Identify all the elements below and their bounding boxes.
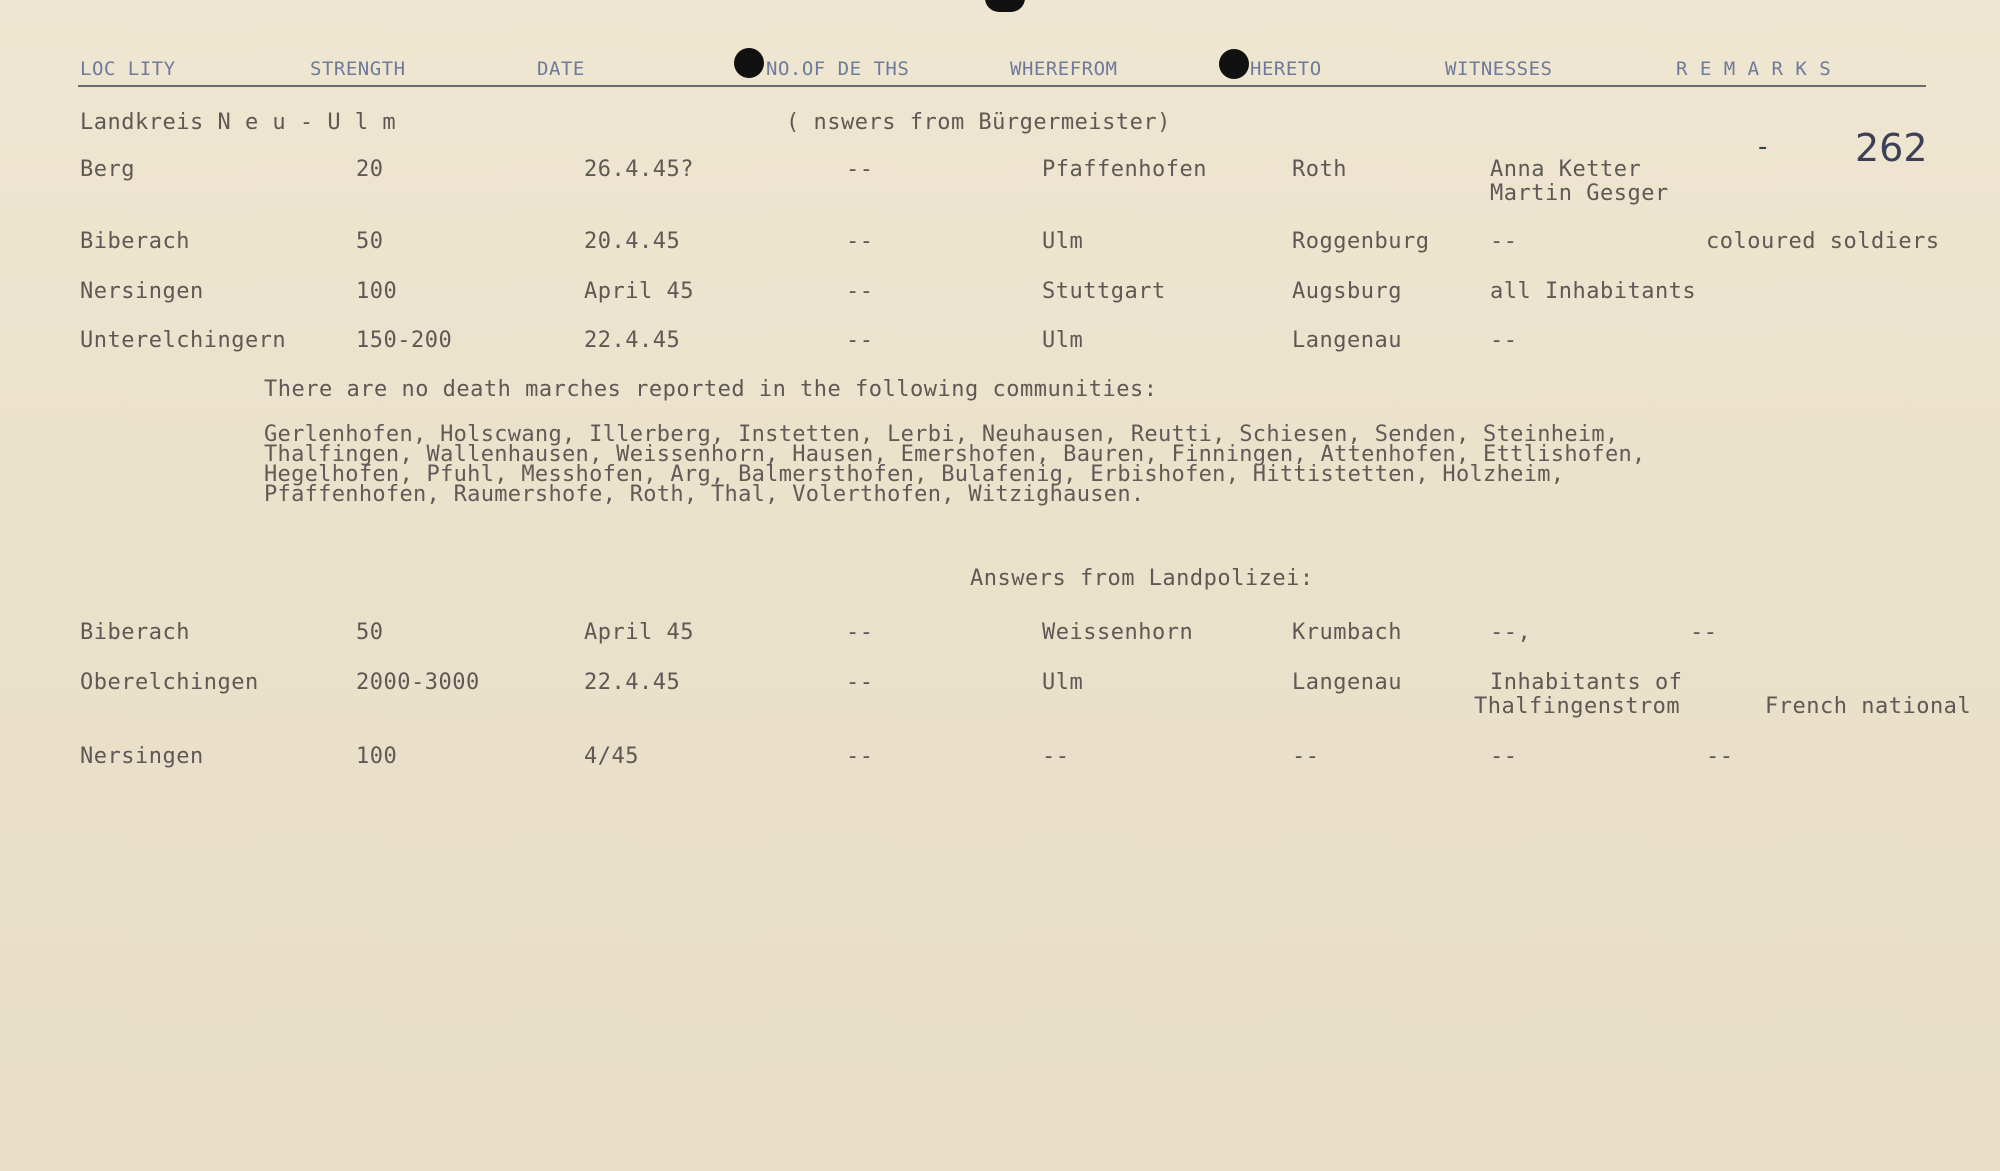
cell-witnesses: --: [1490, 744, 1518, 769]
cell-witnesses: all Inhabitants: [1490, 279, 1697, 304]
cell-wherefrom: Ulm: [1042, 229, 1084, 254]
cell-deaths: --: [846, 157, 874, 182]
cell-date: 20.4.45: [584, 229, 681, 254]
cell-deaths: --: [846, 744, 874, 769]
cell-deaths: --: [846, 328, 874, 353]
cell-wherefrom: Weissenhorn: [1042, 620, 1194, 645]
cell-whereto: Langenau: [1292, 328, 1402, 353]
landkreis-title: Landkreis N e u - U l m: [80, 110, 397, 135]
cell-date: 26.4.45?: [584, 157, 694, 182]
cell-date: 22.4.45: [584, 328, 681, 353]
communities-list: Gerlenhofen, Holscwang, Illerberg, Instetten, Lerbi, Neuhausen, Reutti, Schiesen, Senden, Steinheim, Thalfingen, Wallenhausen, Weissenhorn, Hausen, Emershofen, Bauren, Finningen, Attenhofen, Ettlishofen, Hegelhofen, Pfuhl, Messhofen, Arg, Balmersthofen, Bulafenig, Erbishofen, Hittistetten, Holzheim, Pfaffenhofen, Raumershofe, Roth, Thal, Volerthofen, Witzighausen.: [264, 422, 1646, 507]
header-rule: [78, 85, 1926, 87]
cell-locality: Biberach: [80, 229, 190, 254]
cell-whereto: Augsburg: [1292, 279, 1402, 304]
cell-locality: Unterelchingern: [80, 328, 287, 353]
cell-deaths: --: [846, 229, 874, 254]
cell-witnesses: --,: [1490, 620, 1532, 645]
header-no-of-deaths: NO.OF DE THS: [766, 58, 910, 80]
cell-wherefrom: Ulm: [1042, 328, 1084, 353]
cell-strength: 150-200: [356, 328, 453, 353]
cell-date: April 45: [584, 279, 694, 304]
cell-locality: Oberelchingen: [80, 670, 259, 695]
cell-whereto: Krumbach: [1292, 620, 1402, 645]
page-number: 262: [1855, 126, 1928, 170]
section-burgermeister: ( nswers from Bürgermeister): [786, 110, 1171, 135]
cell-locality: Nersingen: [80, 744, 204, 769]
cell-strength: 50: [356, 620, 384, 645]
cell-remarks: --: [1706, 744, 1734, 769]
punch-hole-top: [985, 0, 1025, 12]
header-witnesses: WITNESSES: [1445, 58, 1553, 80]
cell-whereto: --: [1292, 744, 1320, 769]
cell-strength: 50: [356, 229, 384, 254]
cell-wherefrom: Stuttgart: [1042, 279, 1166, 304]
cell-wherefrom: --: [1042, 744, 1070, 769]
section-landpolizei: Answers from Landpolizei:: [970, 566, 1314, 591]
cell-witnesses-2: Martin Gesger: [1490, 181, 1669, 206]
no-marches-note: There are no death marches reported in the following communities:: [264, 377, 1158, 402]
header-date: DATE: [537, 58, 585, 80]
cell-remarks: French national: [1765, 694, 1972, 719]
punch-hole-right: [1219, 49, 1249, 79]
cell-strength: 2000-3000: [356, 670, 480, 695]
cell-remarks: --: [1690, 620, 1718, 645]
cell-deaths: --: [846, 670, 874, 695]
header-wherefrom: WHEREFROM: [1010, 58, 1118, 80]
cell-wherefrom: Pfaffenhofen: [1042, 157, 1207, 182]
cell-date: 4/45: [584, 744, 639, 769]
cell-locality: Nersingen: [80, 279, 204, 304]
cell-strength: 20: [356, 157, 384, 182]
cell-witnesses: --: [1490, 229, 1518, 254]
header-remarks: R E M A R K S: [1676, 58, 1832, 80]
cell-locality: Biberach: [80, 620, 190, 645]
cell-date: 22.4.45: [584, 670, 681, 695]
cell-wherefrom: Ulm: [1042, 670, 1084, 695]
header-whereto: HERETO: [1250, 58, 1322, 80]
cell-witnesses: Inhabitants of: [1490, 670, 1683, 695]
cell-whereto: Roth: [1292, 157, 1347, 182]
cell-deaths: --: [846, 279, 874, 304]
cell-remarks: coloured soldiers: [1706, 229, 1940, 254]
cell-witnesses-2: Thalfingenstrom: [1474, 694, 1681, 719]
cell-date: April 45: [584, 620, 694, 645]
header-strength: STRENGTH: [310, 58, 406, 80]
page-mark: -: [1758, 132, 1768, 162]
header-locality: LOC LITY: [80, 58, 176, 80]
punch-hole-left: [734, 48, 764, 78]
cell-whereto: Roggenburg: [1292, 229, 1430, 254]
cell-strength: 100: [356, 279, 398, 304]
cell-whereto: Langenau: [1292, 670, 1402, 695]
cell-strength: 100: [356, 744, 398, 769]
cell-locality: Berg: [80, 157, 135, 182]
cell-deaths: --: [846, 620, 874, 645]
cell-witnesses: --: [1490, 328, 1518, 353]
cell-witnesses: Anna Ketter: [1490, 157, 1642, 182]
